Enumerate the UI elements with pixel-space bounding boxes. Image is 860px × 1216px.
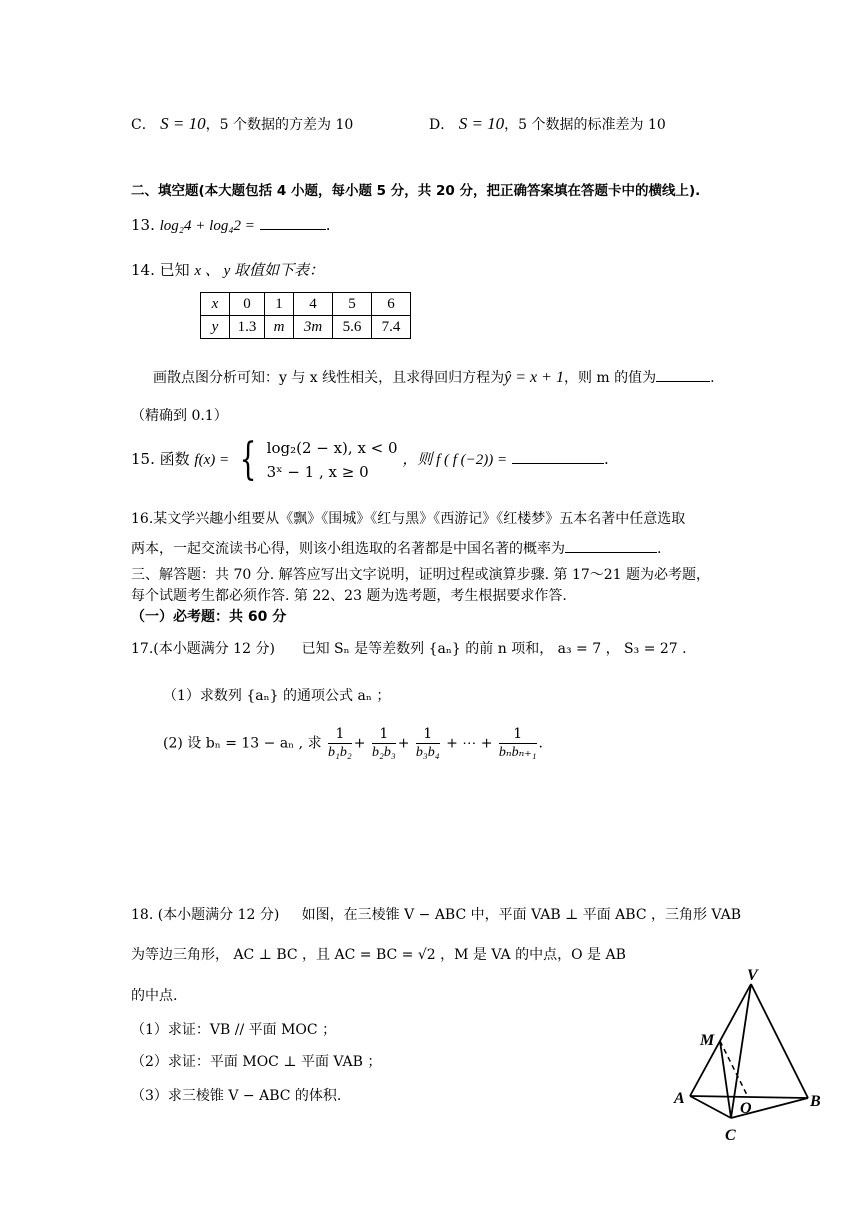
fraction: $\frac{1}{\text{bₙbₙ₊₁}}$ <box>498 726 537 760</box>
xy-table <box>200 292 411 339</box>
q13-answer-blank <box>260 229 326 230</box>
q14-answer-blank <box>656 381 710 382</box>
pyramid-edges <box>690 984 808 1118</box>
label-c: C <box>725 1127 736 1144</box>
edge-ac <box>690 1096 731 1118</box>
q13-expression: log₂4 + log₄2 = <box>159 218 255 234</box>
question-17: 17.(本小题满分 12 分) 已知 Sₙ 是等差数列 {aₙ} 的前 n 项和， a₃ = 7 ， S₃ = 27 . <box>131 641 687 657</box>
section-3-line1: 三、解答题：共 70 分. 解答应写出文字说明，证明过程或演算步骤. 第 17～21 题为必考题， <box>131 567 711 583</box>
fraction: $\frac{1}{\text{b₃b₄}}$ <box>415 726 440 760</box>
q17-part2: (2) 设 bₙ = 13 − aₙ , 求 $\frac{1}{\text{b₁b₂}}$ + $\frac{1}{\text{b₂b₃}}$ + $\frac{1}{\text{b₃b₄}}$ + ⋯ + $\frac{1}{\text{bₙbₙ₊₁}}$ . <box>163 726 543 760</box>
table-cell: x <box>201 293 230 316</box>
table-cell: y <box>201 316 230 339</box>
section-2-heading: 二、填空题(本大题包括 4 小题，每小题 5 分，共 20 分，把正确答案填在答题卡中的横线上). <box>131 183 701 199</box>
label-a: A <box>674 1090 685 1107</box>
table-cell: m <box>265 316 294 339</box>
question-16-line2: 两本，一起交流读书心得，则该小组选取的名著都是中国名著的概率为 . <box>131 541 662 557</box>
question-18-line2: 为等边三角形， AC ⊥ BC ，且 AC = BC = √2 ，M 是 VA 的中点，O 是 AB <box>131 947 626 963</box>
q15-answer-blank <box>512 463 604 464</box>
left-brace-icon: { <box>239 434 257 485</box>
q14-precision-note: （精确到 0.1） <box>131 408 228 424</box>
piecewise-cases: log₂(2 − x), x < 0 3ˣ − 1 , x ≥ 0 <box>266 439 398 481</box>
table-cell: 1 <box>265 293 294 316</box>
table-cell: 4 <box>294 293 333 316</box>
question-14-text: 画散点图分析可知：y 与 x 线性相关，且求得回归方程为ŷ = x + 1，则 m 的值为 . <box>153 369 715 386</box>
table-cell: 1.3 <box>230 316 265 339</box>
table-cell: 3m <box>294 316 333 339</box>
q18-part3: （3）求三棱锥 V − ABC 的体积. <box>131 1088 342 1104</box>
q16-answer-blank <box>565 552 657 553</box>
question-16-line1: 16.某文学兴趣小组要从《飘》《围城》《红与黑》《西游记》《红楼梦》五本名著中任意选取 <box>131 511 686 527</box>
option-c: C． S = 10，5 个数据的方差为 10 <box>131 114 354 133</box>
label-o: O <box>740 1100 752 1117</box>
table-row-x <box>201 293 411 316</box>
table-cell: 5.6 <box>333 316 372 339</box>
table-cell: 6 <box>372 293 411 316</box>
regression-equation: ŷ = x + 1 <box>504 369 564 386</box>
table-cell: 7.4 <box>372 316 411 339</box>
fraction: $\frac{1}{\text{b₁b₂}}$ <box>328 726 352 760</box>
option-c-math: S = 10 <box>160 114 206 133</box>
label-b: B <box>810 1093 821 1110</box>
question-13: 13. log₂4 + log₄2 = . <box>131 216 331 234</box>
table-cell: 5 <box>333 293 372 316</box>
label-v: V <box>747 967 758 984</box>
label-m: M <box>700 1032 715 1049</box>
table-cell: 0 <box>230 293 265 316</box>
question-18-line1: 18. (本小题满分 12 分) 如图，在三棱锥 V − ABC 中，平面 VAB ⊥ 平面 ABC ，三角形 VAB <box>131 907 741 923</box>
section-3-required: （一）必考题：共 60 分 <box>131 609 287 625</box>
edge-vb <box>751 984 808 1098</box>
question-15: 15. 函数 f(x) = { log₂(2 − x), x < 0 3ˣ − 1 , x ≥ 0 ，则 f ( f (−2)) = . <box>131 434 609 485</box>
edge-ab <box>690 1096 808 1098</box>
question-18-line3: 的中点. <box>131 988 178 1004</box>
q18-part1: （1）求证：VB // 平面 MOC ； <box>131 1022 337 1038</box>
q18-part2: （2）求证：平面 MOC ⊥ 平面 VAB ； <box>131 1054 382 1070</box>
question-14-intro: 14. 已知 x 、 y 取值如下表： <box>131 261 324 279</box>
pyramid-figure <box>668 966 828 1146</box>
q17-part1: （1）求数列 {aₙ} 的通项公式 aₙ ； <box>163 688 391 704</box>
section-3-line2: 每个试题考生都必须作答. 第 22、23 题为选考题，考生根据要求作答. <box>131 588 567 604</box>
table-row-y <box>201 316 411 339</box>
fraction: $\frac{1}{\text{b₂b₃}}$ <box>371 726 396 760</box>
option-d-math: S = 10 <box>458 114 505 133</box>
option-d: D． S = 10，5 个数据的标准差为 10 <box>429 114 666 133</box>
